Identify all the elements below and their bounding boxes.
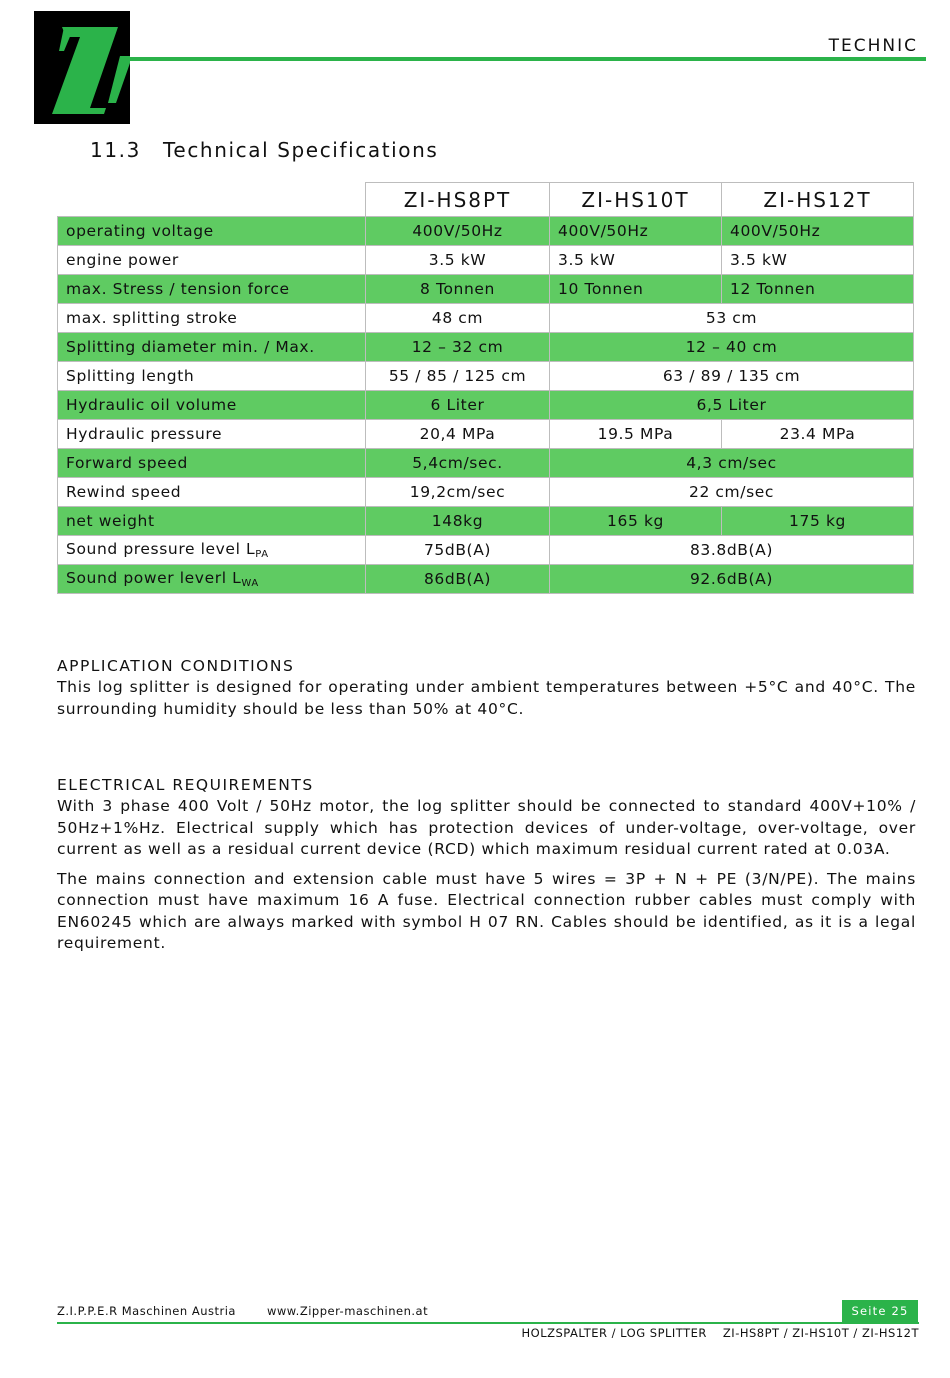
- table-row: [58, 362, 914, 391]
- header-label: TECHNIC: [828, 36, 918, 56]
- section-title-text: Technical Specifications: [163, 138, 439, 162]
- cell-value: 8 Tonnen: [366, 275, 550, 304]
- cell-value: 175 kg: [722, 507, 914, 536]
- row-label: Forward speed: [58, 449, 366, 478]
- row-label-subscript: WA: [241, 578, 259, 589]
- cell-value: 83.8dB(A): [550, 536, 914, 565]
- header-rule: [128, 57, 926, 61]
- footer-product: HOLZSPALTER / LOG SPLITTER: [521, 1326, 707, 1340]
- row-label: Rewind speed: [58, 478, 366, 507]
- page-number-badge: Seite 25: [842, 1300, 918, 1322]
- cell-value: 12 – 40 cm: [550, 333, 914, 362]
- table-row: [58, 217, 914, 246]
- cell-value: 19,2cm/sec: [366, 478, 550, 507]
- table-row: [58, 449, 914, 478]
- table-row: [58, 536, 914, 565]
- application-heading: APPLICATION CONDITIONS: [57, 657, 295, 675]
- table-row: [58, 275, 914, 304]
- cell-value: 3.5 kW: [366, 246, 550, 275]
- electrical-requirements: [57, 775, 916, 954]
- cell-value: 400V/50Hz: [722, 217, 914, 246]
- footer-product-line: [522, 1326, 919, 1340]
- footer-company: Z.I.P.P.E.R Maschinen Austria: [57, 1304, 236, 1318]
- cell-value: 3.5 kW: [550, 246, 722, 275]
- cell-value: 5,4cm/sec.: [366, 449, 550, 478]
- cell-value: 55 / 85 / 125 cm: [366, 362, 550, 391]
- row-label: net weight: [58, 507, 366, 536]
- row-label: Splitting length: [58, 362, 366, 391]
- cell-value: 12 – 32 cm: [366, 333, 550, 362]
- row-label-text: Sound pressure level L: [66, 540, 256, 558]
- row-label: Hydraulic pressure: [58, 420, 366, 449]
- footer-rule: [57, 1322, 919, 1324]
- column-header-hs12t: ZI-HS12T: [722, 183, 914, 217]
- cell-value: 63 / 89 / 135 cm: [550, 362, 914, 391]
- electrical-paragraph-2: The mains connection and extension cable must have 5 wires = 3P + N + PE (3/N/PE). The mains connection must have maximum 16 A fuse. Electrical connection rubber cables must comply with EN60245 which are always marked with symbol H 07 RN. Cables should be identified, as it is a legal requirement.: [57, 870, 916, 953]
- electrical-heading: ELECTRICAL REQUIREMENTS: [57, 776, 314, 794]
- table-row: [58, 333, 914, 362]
- row-label: max. splitting stroke: [58, 304, 366, 333]
- row-label: engine power: [58, 246, 366, 275]
- cell-value: 400V/50Hz: [550, 217, 722, 246]
- cell-value: 148kg: [366, 507, 550, 536]
- table-row: [58, 478, 914, 507]
- footer-models: ZI-HS8PT / ZI-HS10T / ZI-HS12T: [722, 1326, 919, 1340]
- cell-value: 75dB(A): [366, 536, 550, 565]
- table-header-row: [58, 183, 914, 217]
- row-label: [58, 536, 366, 565]
- cell-value: 10 Tonnen: [550, 275, 722, 304]
- row-label: max. Stress / tension force: [58, 275, 366, 304]
- cell-value: 22 cm/sec: [550, 478, 914, 507]
- cell-value: 3.5 kW: [722, 246, 914, 275]
- cell-value: 12 Tonnen: [722, 275, 914, 304]
- application-text: This log splitter is designed for operating under ambient temperatures between +5°C and 40°C. The surrounding humidity should be less than 50% at 40°C.: [57, 678, 916, 718]
- cell-value: 48 cm: [366, 304, 550, 333]
- table-corner: [58, 183, 366, 217]
- table-row: [58, 391, 914, 420]
- cell-value: 6,5 Liter: [550, 391, 914, 420]
- zipper-logo-icon: [34, 11, 130, 124]
- column-header-hs8pt: ZI-HS8PT: [366, 183, 550, 217]
- table-row: [58, 507, 914, 536]
- cell-value: 400V/50Hz: [366, 217, 550, 246]
- section-number: 11.3: [90, 138, 141, 162]
- application-conditions: [57, 656, 916, 720]
- table-row: [58, 304, 914, 333]
- row-label: [58, 565, 366, 594]
- cell-value: 92.6dB(A): [550, 565, 914, 594]
- specifications-table: [57, 182, 914, 594]
- column-header-hs10t: ZI-HS10T: [550, 183, 722, 217]
- row-label-text: Sound power leverl L: [66, 569, 242, 587]
- cell-value: 19.5 MPa: [550, 420, 722, 449]
- cell-value: 86dB(A): [366, 565, 550, 594]
- cell-value: 23.4 MPa: [722, 420, 914, 449]
- electrical-paragraph-1: With 3 phase 400 Volt / 50Hz motor, the log splitter should be connected to standard 400V+10% / 50Hz+1%Hz. Electrical supply which has protection devices of under-voltage, over-voltage, over current as well as a residual current device (RCD) which maximum residual current rated at 0.03A.: [57, 797, 916, 858]
- footer-website-link[interactable]: www.Zipper-maschinen.at: [267, 1304, 429, 1318]
- row-label-subscript: PA: [255, 549, 269, 560]
- table-row: [58, 420, 914, 449]
- section-title: [90, 138, 438, 162]
- row-label: operating voltage: [58, 217, 366, 246]
- cell-value: 20,4 MPa: [366, 420, 550, 449]
- table-row: [58, 565, 914, 594]
- cell-value: 4,3 cm/sec: [550, 449, 914, 478]
- cell-value: 6 Liter: [366, 391, 550, 420]
- row-label: Hydraulic oil volume: [58, 391, 366, 420]
- table-row: [58, 246, 914, 275]
- row-label: Splitting diameter min. / Max.: [58, 333, 366, 362]
- cell-value: 165 kg: [550, 507, 722, 536]
- cell-value: 53 cm: [550, 304, 914, 333]
